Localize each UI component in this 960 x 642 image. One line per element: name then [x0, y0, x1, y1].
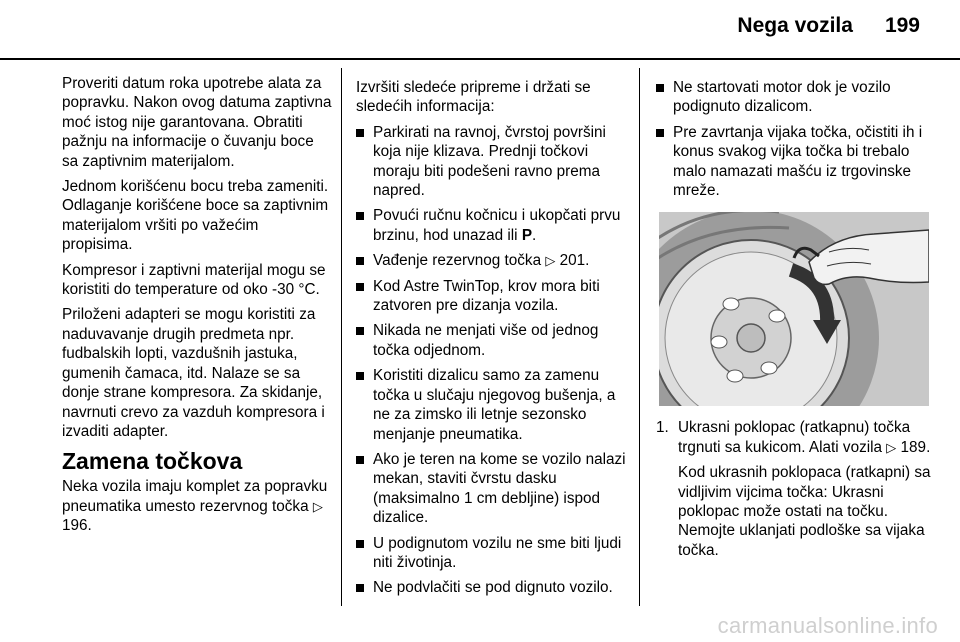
reference-arrow-icon: ▷: [886, 439, 897, 455]
paragraph-expiry: Proveriti datum roka upotrebe alata za popravku. Nakon ovog datuma zaptivna moć istog nije garantovana. Obratiti pažnju na informacije o čuvanju boce sa zaptivnim materijalom.: [62, 75, 332, 170]
paragraph-adapters: Priloženi adapteri se mogu koristiti za naduvavanje drugih predmeta npr. fudbalskih lopti, vazdušnih jastuka, gumenih čamaca, itd. Nalaze se sa donje strane kompresora. Za skidanje, navrnuti crevo za vazduh kompresora i izvaditi adapter.: [62, 306, 325, 440]
bullet-square-icon: [356, 372, 364, 380]
column-divider-1: [341, 68, 342, 606]
wheel-cover-illustration: [659, 212, 929, 406]
paragraph-repair-kit: Neka vozila imaju komplet za popravku pneumatika umesto rezervnog točka ▷ 196.: [62, 478, 328, 535]
section-title: Nega vozila: [737, 14, 853, 37]
column-1: [62, 74, 332, 542]
bullet-square-icon: [356, 456, 364, 464]
step-number: 1.: [656, 419, 669, 437]
reference-arrow-icon: ▷: [312, 498, 323, 514]
bullet-square-icon: [656, 129, 664, 137]
bullet-square-icon: [356, 584, 364, 592]
list-item: Parkirati na ravnoj, čvrstoj površini koja nije klizava. Prednji točkovi moraju biti podešeni ravno prema napred.: [356, 123, 626, 201]
section-heading: Zamena točkova: [62, 448, 243, 475]
column-2: [356, 78, 626, 604]
column-3: [656, 78, 946, 566]
list-item: Kod Astre TwinTop, krov mora biti zatvoren pre dizanja vozila.: [356, 277, 626, 316]
page-reference-link[interactable]: 196.: [62, 517, 92, 535]
paragraph-intro: Izvršiti sledeće pripreme i držati se sledećih informacija:: [356, 79, 591, 116]
list-item: Povući ručnu kočnicu i ukopčati prvu brzinu, hod unazad ili P.: [356, 206, 626, 245]
list-item: Nikada ne menjati više od jednog točka odjednom.: [356, 321, 626, 360]
preparation-list: [356, 123, 626, 598]
step-1: [656, 418, 946, 560]
bullet-square-icon: [356, 327, 364, 335]
bullet-square-icon: [356, 540, 364, 548]
paragraph-temperature: Kompresor i zaptivni materijal mogu se koristiti do temperature od oko -30 °C.: [62, 261, 326, 299]
bullet-square-icon: [356, 257, 364, 265]
list-item: Ne startovati motor dok je vozilo podignuto dizalicom.: [656, 78, 946, 117]
page-reference-link[interactable]: 189.: [900, 438, 931, 456]
warning-list: [656, 78, 946, 200]
bullet-square-icon: [356, 129, 364, 137]
page-header: [737, 14, 920, 38]
list-item: Koristiti dizalicu samo za zamenu točka u slučaju njegovog bušenja, a ne za zimsko ili letnje sezonsko menjanje pneumatika.: [356, 366, 626, 444]
bullet-square-icon: [656, 84, 664, 92]
reference-arrow-icon: ▷: [545, 253, 556, 269]
watermark: carmanualsonline.info: [717, 613, 938, 638]
page-number: 199: [884, 14, 920, 37]
list-item: Ako je teren na kome se vozilo nalazi mekan, staviti čvrstu dasku (maksimalno 1 cm debljine) ispod dizalice.: [356, 450, 626, 528]
list-item: U podignutom vozilu ne sme biti ljudi niti životinja.: [356, 534, 626, 573]
column-divider-2: [639, 68, 640, 606]
list-item: Ne podvlačiti se pod dignuto vozilo.: [356, 578, 626, 597]
wheel-cover-drawing: [659, 212, 929, 406]
list-item: Vađenje rezervnog točka ▷ 201.: [356, 251, 626, 270]
bullet-square-icon: [356, 283, 364, 291]
step-text: Ukrasni poklopac (ratkapnu) točka trgnuti sa kukicom. Alati vozila ▷ 189.: [678, 419, 931, 456]
paragraph-disposal: Jednom korišćenu bocu treba zameniti. Odlaganje korišćene boce sa zaptivnim materijalom vršiti po važećim propisima.: [62, 178, 329, 254]
bullet-square-icon: [356, 212, 364, 220]
header-rule: [0, 58, 960, 60]
page-reference-link[interactable]: 201.: [559, 252, 590, 270]
list-item: Pre zavrtanja vijaka točka, očistiti ih i konus svakog vijka točka bi trebalo malo namazati mašću iz trgovinske mreže.: [656, 123, 946, 201]
step-note: Kod ukrasnih poklopaca (ratkapni) sa vidljivim vijcima točka: Ukrasni poklopac može ostati na točku. Nemojte uklanjati podloške sa vijaka točka.: [678, 464, 931, 559]
